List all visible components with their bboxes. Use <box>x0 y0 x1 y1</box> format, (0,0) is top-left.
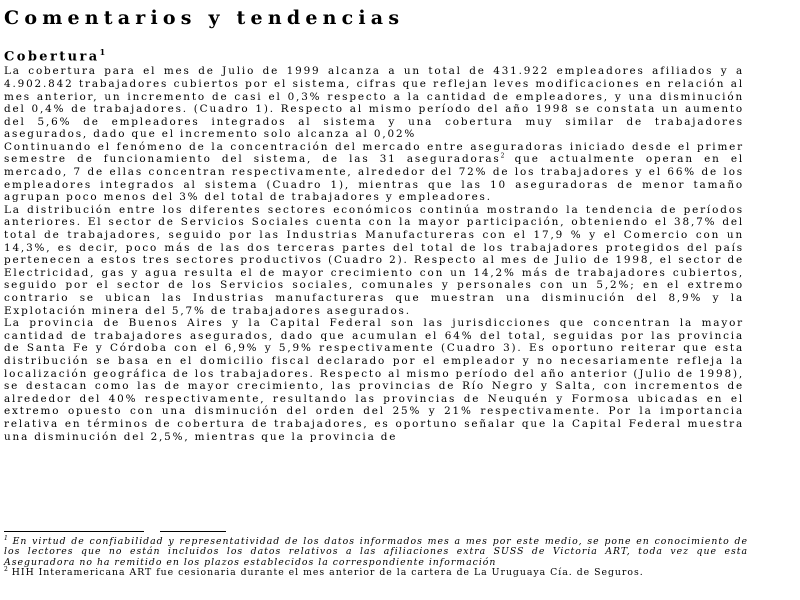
footnotes <box>4 534 748 579</box>
footnote-1 <box>4 534 748 568</box>
paragraph-market-concentration-part1: Continuando el fenómeno de la concentración del mercado entre aseguradoras iniciado desde el primer semestre de funcionamiento del sistema, de las 31 aseguradoras <box>4 140 744 166</box>
document-page <box>4 6 744 443</box>
footnote-2-number: 2 <box>4 566 8 574</box>
paragraph-market-concentration-part2: que actualmente operan en el mercado, 7 de ellas concentran respectivamente, alrededor del 72% de los trabajadores y el 66% de los empleadores integrados al sistema (Cuadro 1), mientras que las 10 aseguradoras de menor tamaño agrupan poco menos del 3% del total de trabajadores y empleadores. <box>4 153 744 204</box>
footnote-rule-right <box>160 531 226 532</box>
paragraph-coverage-totals: La cobertura para el mes de Julio de 1999 alcanza a un total de 431.922 empleadores afiliados y a 4.902.842 trabajadores cubiertos por el sistema, cifras que reflejan leves modificaciones en relación al mes anterior, un incremento de casi el 0,3% respecto a la cantidad de empleadores, y una disminución del 0,4% de trabajadores. (Cuadro 1). Respecto al mismo período del año 1998 se constata un aumento del 5,6% de empleadores integrados al sistema y una cobertura muy similar de trabajadores asegurados, dado que el incremento solo alcanza al 0,02% <box>4 65 744 141</box>
footnote-1-number: 1 <box>4 534 8 542</box>
footnote-1-text: En virtud de confiabilidad y representatividad de los datos informados mes a mes por este medio, se pone en conocimiento de los lectores que no están incluidos los datos relativos a las afiliaciones extra SUSS de Victoria ART, toda vez que esta Aseguradora no ha remitido en los plazos establecidos la correspondiente información <box>4 536 748 568</box>
footnote-ref-1: 1 <box>99 47 106 57</box>
paragraph-provinces: La provincia de Buenos Aires y la Capital Federal son las jurisdicciones que concentran la mayor cantidad de trabajadores asegurados, dado que acumulan el 64% del total, seguidas por las provincia de Santa Fe y Córdoba con el 6,9% y 5,9% respectivamente (Cuadro 3). Es oportuno reiterar que esta distribución se basa en el domicilio fiscal declarado por el empleador y no necesariamente refleja la localización geográfica de los trabajadores. Respecto al mismo período del año anterior (Julio de 1998), se destacan como las de mayor crecimiento, las provincias de Río Negro y Salta, con incrementos de alrededor del 40% respectivamente, resultando las provincias de Neuquén y Formosa ubicadas en el extremo opuesto con una disminución del orden del 25% y 21% respectivamente. Por la importancia relativa en términos de cobertura de trabajadores, es oportuno señalar que la Capital Federal muestra una disminución del 2,5%, mientras que la provincia de <box>4 317 744 443</box>
footnote-2-text: HIH Interamericana ART fue cesionaria durante el mes anterior de la cartera de La Uruguaya Cía. de Seguros. <box>7 567 644 579</box>
page-title: Comentarios y tendencias <box>4 7 405 29</box>
paragraph-market-concentration <box>4 141 744 204</box>
footnote-separator <box>4 531 224 533</box>
footnote-ref-2: 2 <box>500 153 505 161</box>
section-heading-label: Cobertura <box>4 49 100 65</box>
paragraph-economic-sectors: La distribución entre los diferentes sectores económicos continúa mostrando la tendencia de períodos anteriores. El sector de Servicios Sociales cuenta con la mayor participación, obteniendo el 38,7% del total de trabajadores, seguido por las Industrias Manufactureras con el 17,9 % y el Comercio con un 14,3%, es decir, poco más de las dos terceras partes del total de los trabajadores protegidos del país pertenecen a estos tres sectores productivos (Cuadro 2). Respecto al mes de Julio de 1998, el sector de Electricidad, gas y agua resulta el de mayor crecimiento con un 14,2% más de trabajadores cubiertos, seguido por el sector de los Servicios sociales, comunales y personales con un 5,2%; en el extremo contrario se ubican las Industrias manufactureras que muestran una disminución del 8,9% y la Explotación minera del 5,7% de trabajadores asegurados. <box>4 203 744 317</box>
footnote-2 <box>4 568 748 578</box>
footnote-rule-left <box>4 531 144 532</box>
section-heading <box>4 44 744 65</box>
